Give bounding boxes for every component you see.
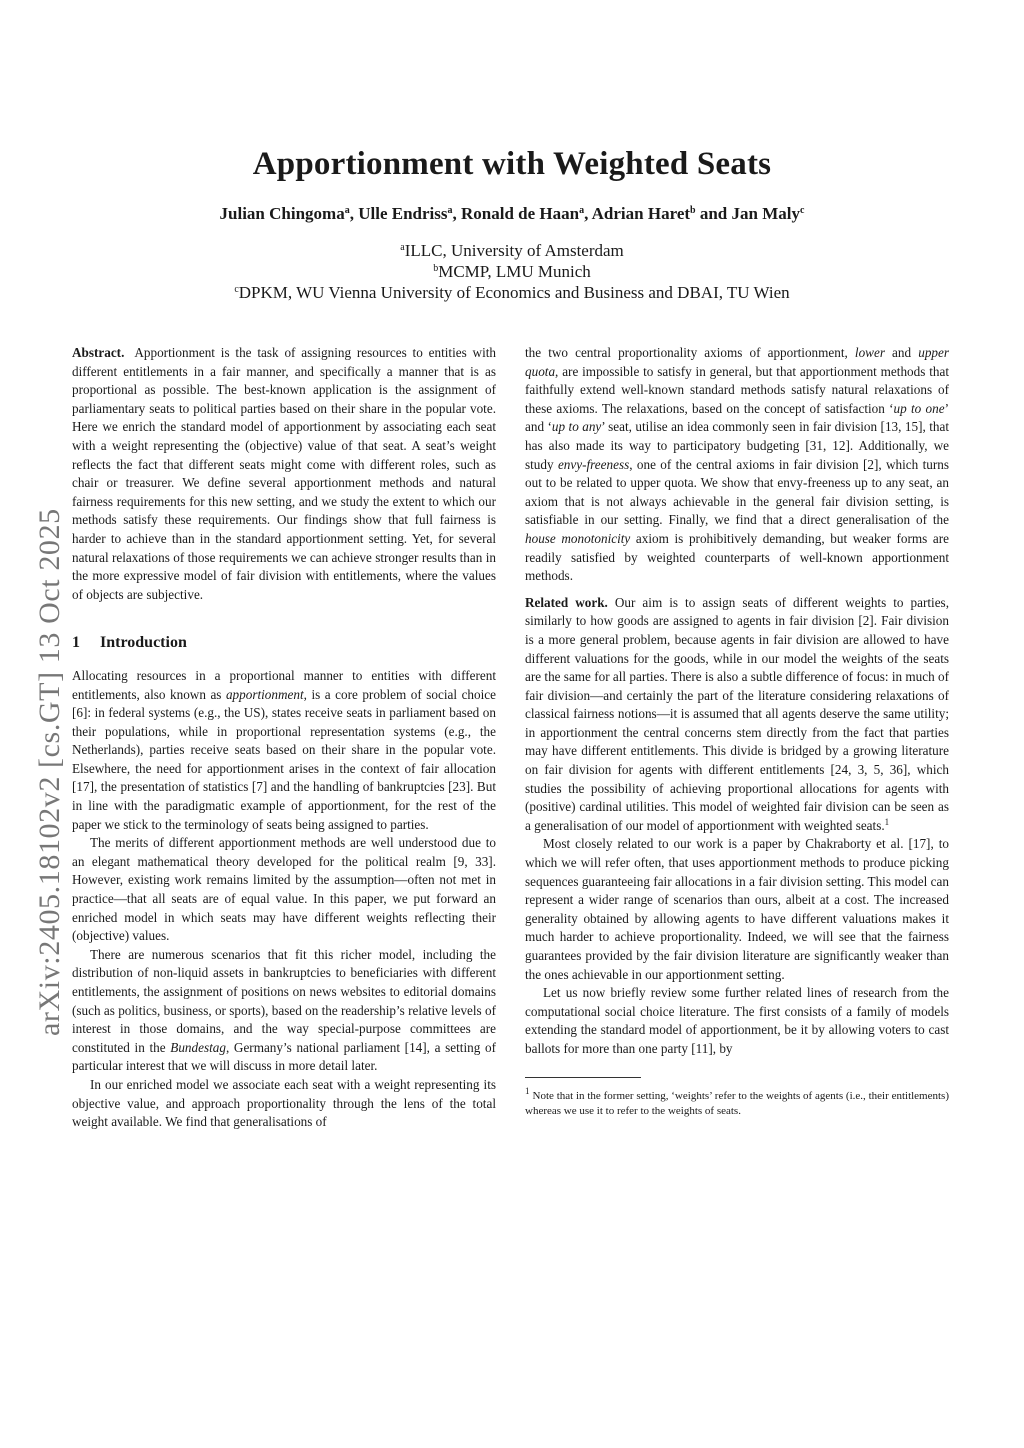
related-work-paragraph-1: Related work. Our aim is to assign seats of different weights to parties, similarly to how goods are assigned to agents in fair division [2]. Fair division is a more general problem, because agents in fair division are allowed to have different valuations for the goods, while in our model the weights of the seats are the same for all parties. There is also a subtle difference of focus: in much of fair division—and certainly the part of the literature considering relaxations of classical fairness notions—it is assumed that all agents deserve the same utility; in apportionment the central concerns stem directly from the fact that parties may have different entitlements. This divide is bridged by a growing literature on fair division for agents with different entitlements [24, 3, 5, 36], which studies the possibility of achieving proportional allocations for agents with (positive) cardinal utilities. This model of weighted fair division can be seen as a generalisation of our model of apportionment with weighted seats.$^1$ <box>525 594 949 833</box>
affiliation: $^b$MCMP, LMU Munich <box>433 262 591 281</box>
paper-title: Apportionment with Weighted Seats <box>252 146 772 182</box>
contributions-paragraph: the two central proportionality axioms of apportionment, lower and upper quota, are impossible to satisfy in general, but that apportionment methods that faithfully extend well-known standard methods satisfy natural relaxations of these axioms. The relaxations, based on the concept of satisfaction ‘up to one’ and ‘up to any’ seat, utilise an idea commonly seen in fair division [13, 15], that has also made its way to participatory budgeting [31, 12]. Additionally, we study envy-freeness, one of the central axioms in fair division [2], which turns out to be related to upper quota. We show that envy-freeness up to any seat, an axiom that is not always achievable in the general fair division setting, is satisfiable in our setting. Finally, we find that a direct generalisation of the house monotonicity axiom is prohibitively demanding, but weaker forms are readily satisfied by weighted counterparts of well-known apportionment methods. <box>525 345 949 584</box>
author: Ulle Endriss$^a$, <box>358 204 461 223</box>
affiliation: $^c$DPKM, WU Vienna University of Economics and Business and DBAI, TU Wien <box>234 283 790 302</box>
footnote: $^1$ Note that in the former setting, ‘weights’ refer to the weights of agents (i.e., their entitlements) whereas we use it to refer to the weights of seats. <box>525 1085 949 1117</box>
related-work-paragraph-3: Let us now briefly review some further related lines of research from the computational social choice literature. The first consists of a family of models extending the standard model of apportionment, be it by allowing voters to cast ballots for more than one party [11], by <box>525 985 949 1056</box>
author: Ronald de Haan$^a$, <box>461 204 592 223</box>
related-work-label: Related work. <box>525 594 608 610</box>
abstract <box>72 344 496 604</box>
right-column <box>525 344 949 1119</box>
section-heading-introduction: 1 Introduction <box>72 634 187 652</box>
author: Jan Maly$^c$ <box>731 204 805 223</box>
abstract-label: Abstract. <box>72 345 125 360</box>
intro-paragraph-2: The merits of different apportionment methods are well understood due to an elegant mathematical theory developed for the political realm [9, 33]. However, existing work remains limited by the assumption—often not met in practice—that all seats are of equal value. In this paper, we put forward an enriched model in which seats may have different weights reflecting their (objective) values. <box>72 835 496 944</box>
affiliation: $^a$ILLC, University of Amsterdam <box>400 241 624 260</box>
author: Adrian Haret$^b$ and <box>591 204 732 223</box>
footnote-reference[interactable]: 1 <box>884 816 890 827</box>
arxiv-identifier-stamp[interactable]: arXiv:2405.18102v2 [cs.GT] 13 Oct 2025 <box>33 508 66 1036</box>
footnote-divider <box>525 1077 641 1078</box>
left-column <box>72 344 496 1132</box>
abstract-text: Apportionment is the task of assigning resources to entities with different entitlements in a fair manner, and specifically a manner that is as proportional as possible. The best-known application is the assignment of parliamentary seats to political parties based on their share in the popular vote. Here we enrich the standard model of apportionment by associating each seat with a weight representing the (objective) value of that seat. A seat’s weight reflects the fact that different seats might come with different roles, such as chair or treasurer. We define several apportionment methods and natural fairness requirements for this new setting, and we study the extent to which our methods satisfy these requirements. Our findings show that full fairness is harder to achieve than in the standard apportionment setting. Yet, for several natural relaxations of those requirements we can achieve stronger results than in the more expressive model of fair division with entitlements, where the values of objects are subjective. <box>72 345 496 602</box>
intro-paragraph-4: In our enriched model we associate each seat with a weight representing its objective value, and approach proportionality through the lens of the total weight available. We find that generalisations of <box>72 1076 496 1130</box>
author-list <box>0 204 1024 224</box>
author: Julian Chingoma$^a$, <box>219 204 359 223</box>
affiliations <box>0 240 1024 303</box>
intro-paragraph-1: Allocating resources in a proportional manner to entities with different entitlements, also known as apportionment, is a core problem of social choice [6]: in federal systems (e.g., the US), states receive seats in parliament based on their populations, while in proportional representation systems (e.g., the Netherlands), parties receive seats based on their share in the popular vote. Elsewhere, the need for apportionment arises in the context of fair allocation [17], the presentation of statistics [7] and the handling of bankruptcies [23]. But in line with the paradigmatic example of apportionment, for the rest of the paper we stick to the terminology of seats being assigned to parties. <box>72 667 496 832</box>
related-work-paragraph-2: Most closely related to our work is a paper by Chakraborty et al. [17], to which we will refer often, that uses apportionment methods to produce picking sequences guaranteeing fair allocations in a fair division setting. This model can represent a wider range of scenarios than ours, albeit at a cost. The increased generality obtained by allowing agents to have different valuations makes it much harder to achieve proportionality. Indeed, we will see that the fairness guarantees provided by the fair division literature are significantly weaker than the ones achievable in our apportionment setting. <box>525 836 949 982</box>
intro-paragraph-3: There are numerous scenarios that fit this richer model, including the distribution of non-liquid assets in bankruptcies to beneficiaries with different entitlements, the assignment of positions on news websites to editorial domains (such as politics, business, or sports), based on the readership’s relative levels of interest in those domains, and the way special-purpose committees are constituted in the Bundestag, Germany’s national parliament [14], a setting of particular interest that we will discuss in more detail later. <box>72 946 496 1074</box>
